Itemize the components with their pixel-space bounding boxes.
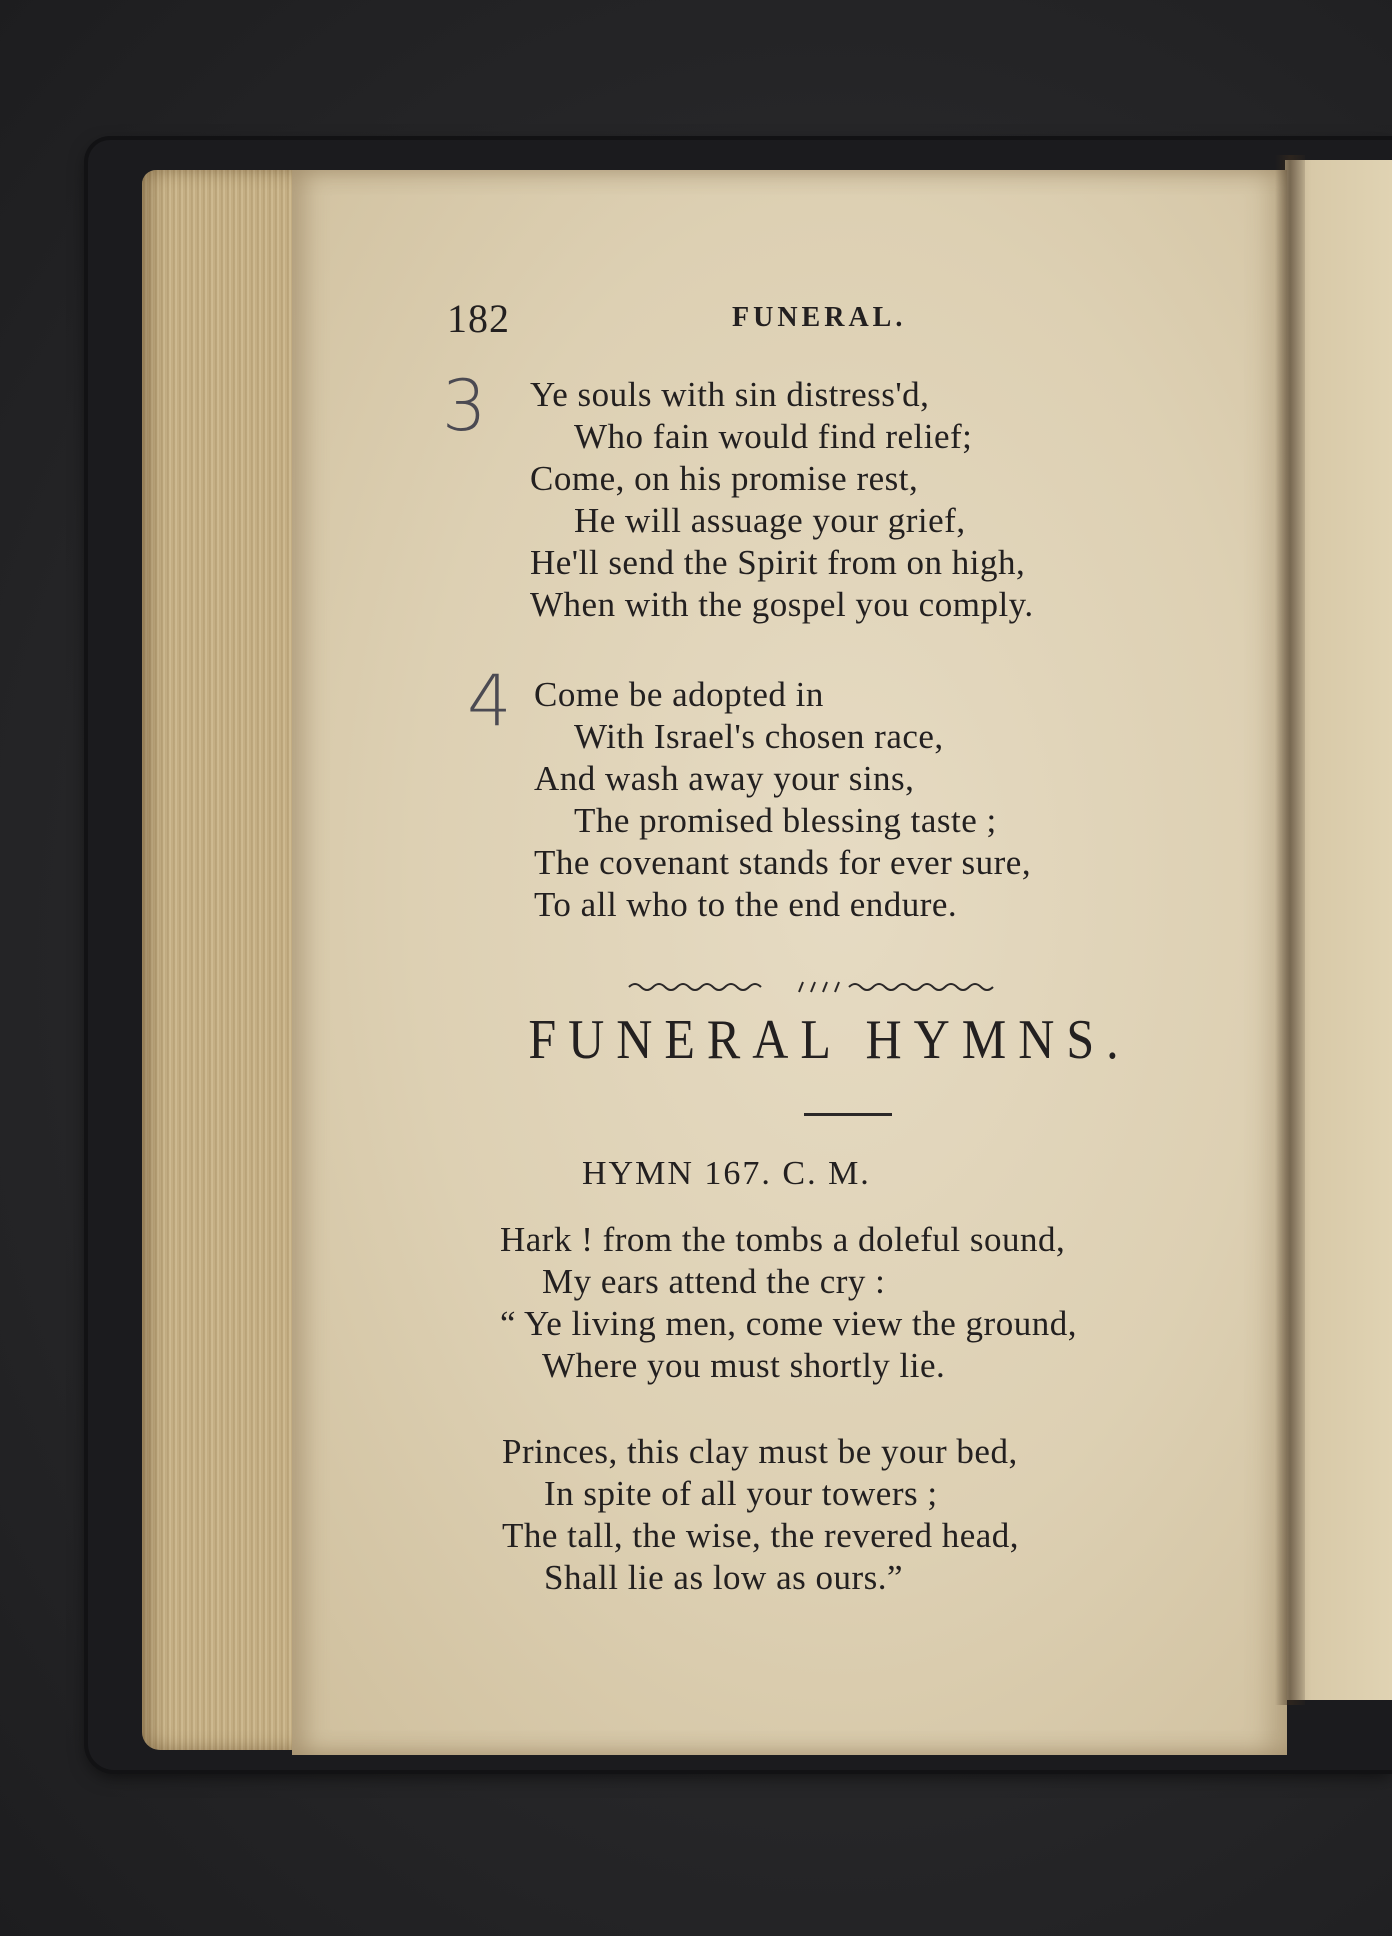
book-gutter (1275, 155, 1305, 1705)
verse-line: Hark ! from the tombs a doleful sound, (500, 1220, 1066, 1259)
verse-line: He will assuage your grief, (574, 501, 966, 540)
verse-line: And wash away your sins, (534, 759, 915, 798)
verse-line: To all who to the end endure. (534, 885, 958, 924)
title-rule (804, 1113, 892, 1116)
ornamental-divider (627, 970, 1017, 1000)
verse-line: In spite of all your towers ; (544, 1474, 938, 1513)
section-title: FUNERAL HYMNS. (528, 1007, 1131, 1071)
verse-line: Come, on his promise rest, (530, 459, 919, 498)
verse-line: The promised blessing taste ; (574, 801, 997, 840)
verse-line: My ears attend the cry : (542, 1262, 886, 1301)
hymn-title: HYMN 167. C. M. (582, 1155, 871, 1192)
verse-line: Who fain would find relief; (574, 417, 973, 456)
verse-line: Where you must shortly lie. (542, 1346, 946, 1385)
verse-line: With Israel's chosen race, (574, 717, 944, 756)
page-fore-edge (142, 170, 302, 1750)
book-page (292, 170, 1287, 1755)
handwritten-stanza-number: 4 (467, 660, 512, 742)
running-head: FUNERAL. (732, 302, 907, 333)
verse-line: He'll send the Spirit from on high, (530, 543, 1026, 582)
verse-line: Come be adopted in (534, 675, 824, 714)
verse-line: The tall, the wise, the revered head, (502, 1516, 1020, 1555)
handwritten-stanza-number: 3 (442, 365, 487, 447)
verse-line: Shall lie as low as ours.” (544, 1558, 904, 1597)
verse-line: “ Ye living men, come view the ground, (500, 1304, 1077, 1343)
verse-line: When with the gospel you comply. (530, 585, 1034, 624)
verse-line: Ye souls with sin distress'd, (530, 375, 930, 414)
verse-line: Princes, this clay must be your bed, (502, 1432, 1018, 1471)
page-number: 182 (447, 296, 510, 341)
verse-line: The covenant stands for ever sure, (534, 843, 1032, 882)
